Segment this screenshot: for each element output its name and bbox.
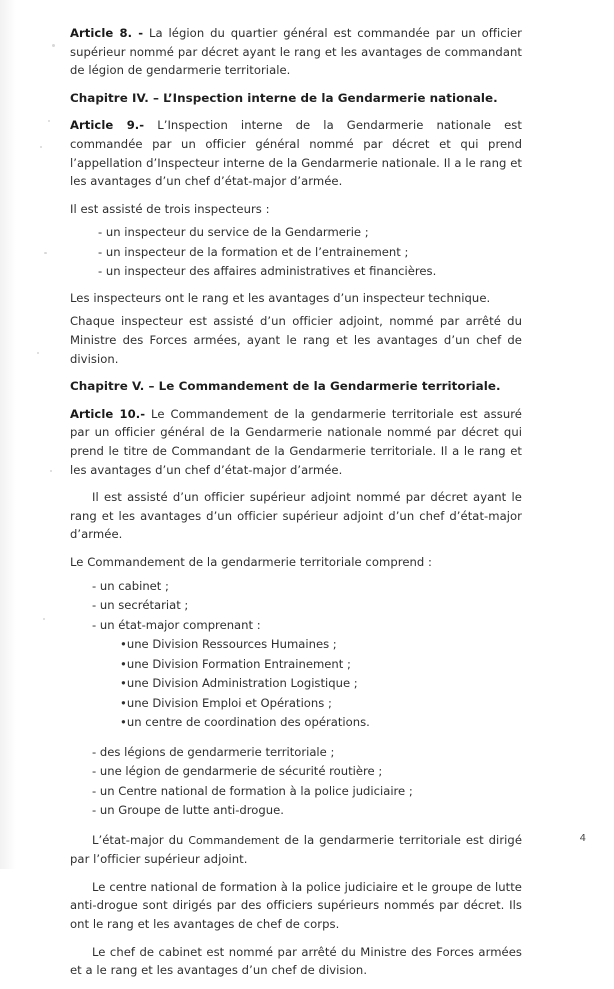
article-10-paragraph [70, 405, 522, 479]
article-10-text: Le Commandement de la gendarmerie territoriale est assuré par un officier général de la Gendarmerie nationale nommé par décret qui prend le titre de Commandant de la Gendarmerie territoriale. Il a le rang et les avantages d’un chef d’état-major d’armée. [70, 406, 522, 477]
etat-major-list [70, 635, 522, 733]
list-item: - un Centre national de formation à la police judiciaire ; [70, 782, 522, 802]
page-number: 4 [579, 833, 586, 844]
scan-speckle [43, 618, 45, 620]
list-item: • une Division Emploi et Opérations ; [70, 694, 522, 714]
article-8-text: La légion du quartier général est commandée par un officier supérieur nommé par décret ayant le rang et les avantages de commandant de légion de gendarmerie territoriale. [70, 26, 523, 78]
article-9-text: L’Inspection interne de la Gendarmerie nationale est commandée par un officier général nommé par décret et qui prend l’appellation d’Inspecteur interne de la Gendarmerie nationale. Il a le rang et les avantages d’un chef d’état-major d’armée. [70, 118, 522, 189]
command-list-top [70, 577, 522, 636]
article-8-paragraph [70, 24, 522, 80]
inspector-adjoint-paragraph: Chaque inspecteur est assisté d’un officier adjoint, nommé par arrêté du Ministre des Forces armées, ayant le rang et les avantages d’un chef de division. [70, 314, 522, 366]
spacer [70, 821, 522, 831]
scan-speckle [37, 352, 39, 354]
list-item: - un inspecteur de la formation et de l’entrainement ; [70, 243, 522, 263]
scan-speckle [52, 44, 55, 47]
etat-major-direction-emphasis: Commandement [188, 833, 280, 847]
scan-speckle [48, 120, 50, 122]
article-9-paragraph [70, 116, 522, 190]
list-item: • une Division Formation Entrainement ; [70, 655, 522, 675]
list-item: - un état-major comprenant : [70, 616, 522, 636]
inspectors-rank-paragraph: Les inspecteurs ont le rang et les avantages d’un inspecteur technique. [70, 290, 491, 305]
adjoint-paragraph: Il est assisté d’un officier supérieur adjoint nommé par décret ayant le rang et les avantages d’un officier supérieur adjoint d’un chef d’état-major d’armée. [70, 490, 522, 542]
command-intro: Le Commandement de la gendarmerie territoriale comprend : [70, 554, 433, 569]
centre-direction-paragraph: Le centre national de formation à la police judiciaire et le groupe de lutte anti-drogue sont dirigés par des officiers supérieurs nommés par décret. Ils ont le rang et les avantages de chef de corps. [70, 879, 522, 931]
list-item: - un secrétariat ; [70, 596, 522, 616]
scan-speckle [50, 470, 52, 472]
document-body [70, 24, 522, 989]
command-list-bottom [70, 743, 522, 821]
etat-major-direction-after: de la gendarmerie territoriale est dirigé par l’officier supérieur adjoint. [70, 832, 523, 867]
list-item: • un centre de coordination des opérations. [70, 713, 522, 733]
list-item: - un Groupe de lutte anti-drogue. [70, 801, 522, 821]
chapter-4-heading: Chapitre IV. – L’Inspection interne de la Gendarmerie nationale. [70, 90, 498, 105]
list-item: - des légions de gendarmerie territoriale ; [70, 743, 522, 763]
inspectors-list [70, 223, 522, 282]
list-item: • une Division Administration Logistique ; [70, 674, 522, 694]
chef-cabinet-paragraph: Le chef de cabinet est nommé par arrêté du Ministre des Forces armées et a le rang et les avantages d’un chef de division. [70, 944, 522, 978]
article-10-label: Article 10.- [70, 406, 146, 421]
article-9-label: Article 9.- [70, 118, 145, 133]
scan-edge-shading [0, 0, 16, 869]
inspectors-intro: Il est assisté de trois inspecteurs : [70, 201, 270, 216]
list-item: - un cabinet ; [70, 577, 522, 597]
scan-speckle [40, 146, 42, 148]
list-item: - un inspecteur des affaires administratives et financières. [70, 262, 522, 282]
scan-speckle [44, 252, 47, 254]
chapter-5-heading: Chapitre V. – Le Commandement de la Gendarmerie territoriale. [70, 379, 501, 394]
article-8-label: Article 8. - [70, 26, 144, 40]
list-item: • une Division Ressources Humaines ; [70, 635, 522, 655]
list-item: - une légion de gendarmerie de sécurité routière ; [70, 762, 522, 782]
list-item: - un inspecteur du service de la Gendarmerie ; [70, 223, 522, 243]
spacer [70, 733, 522, 743]
etat-major-direction-before: L’état-major du [92, 832, 189, 847]
spacer [70, 282, 522, 289]
etat-major-direction-paragraph [70, 831, 522, 869]
